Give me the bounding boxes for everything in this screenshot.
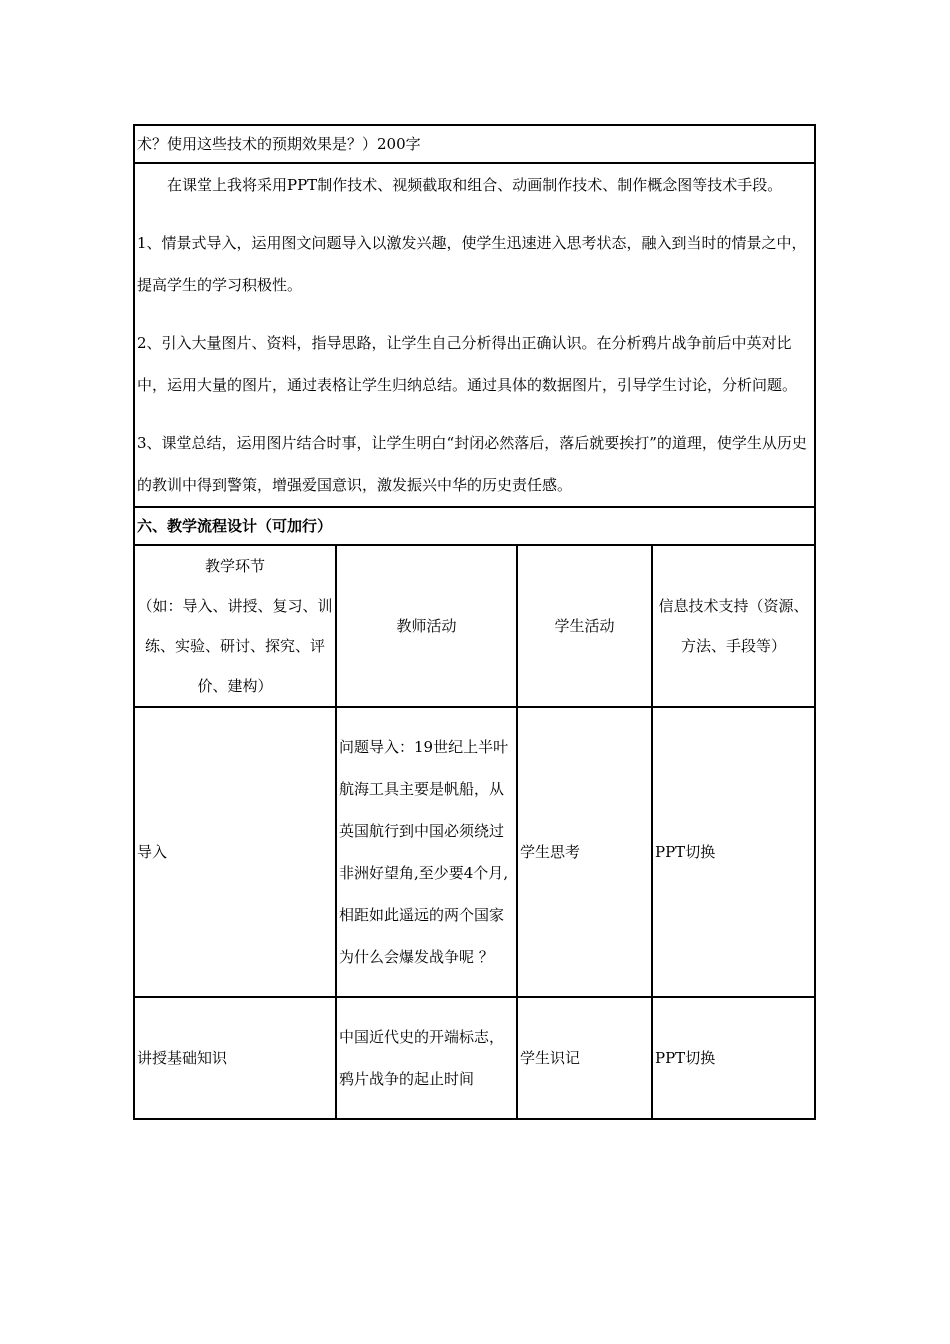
- header-it-support: 信息技术支持（资源、方法、手段等）: [652, 545, 815, 707]
- section5-item-3: 3、课堂总结，运用图片结合时事，让学生明白“封闭必然落后，落后就要挨打”的道理，使学生从历史的教训中得到警策，增强爱国意识，激发振兴中华的历史责任感。: [137, 434, 807, 494]
- section5-content-cell: [134, 163, 815, 507]
- row2-student: 学生识记: [517, 997, 652, 1119]
- row1-student: 学生思考: [517, 707, 652, 997]
- section5-continuation-cell: [134, 125, 815, 163]
- lesson-plan-table: [133, 124, 816, 1120]
- header-stage: [134, 545, 336, 707]
- section6-title: 六、教学流程设计（可加行）: [137, 517, 333, 535]
- row2-stage: 讲授基础知识: [134, 997, 336, 1119]
- section5-continuation: 术？使用这些技术的预期效果是？）200字: [137, 135, 421, 153]
- section6-title-cell: [134, 507, 815, 545]
- row2-it: PPT切换: [652, 997, 815, 1119]
- header-stage-line1: 教学环节: [204, 557, 265, 575]
- row2-teacher: 中国近代史的开端标志，鸦片战争的起止时间: [336, 997, 517, 1119]
- row1-teacher: 问题导入：19世纪上半叶航海工具主要是帆船，从英国航行到中国必须绕过非洲好望角,至少要4个月, 相距如此遥远的两个国家为什么会爆发战争呢 ？: [336, 707, 517, 997]
- section5-item-1: 1、情景式导入，运用图文问题导入以激发兴趣，使学生迅速进入思考状态，融入到当时的情景之中，提高学生的学习积极性。: [137, 234, 807, 294]
- row1-it: PPT切换: [652, 707, 815, 997]
- table-row: [134, 707, 815, 997]
- table-row: [134, 997, 815, 1119]
- document-page: [133, 124, 814, 1120]
- section5-item-2: 2、引入大量图片、资料，指导思路，让学生自己分析得出正确认识。在分析鸦片战争前后中英对比中，运用大量的图片，通过表格让学生归纳总结。通过具体的数据图片，引导学生讨论，分析问题。: [137, 334, 798, 394]
- section5-intro: 在课堂上我将采用PPT制作技术、视频截取和组合、动画制作技术、制作概念图等技术手段。: [167, 176, 783, 194]
- header-student: 学生活动: [517, 545, 652, 707]
- header-stage-line2: （如：导入、讲授、复习、训练、实验、研讨、探究、评价、建构）: [137, 597, 333, 695]
- header-teacher: 教师活动: [336, 545, 517, 707]
- row1-stage: 导入: [134, 707, 336, 997]
